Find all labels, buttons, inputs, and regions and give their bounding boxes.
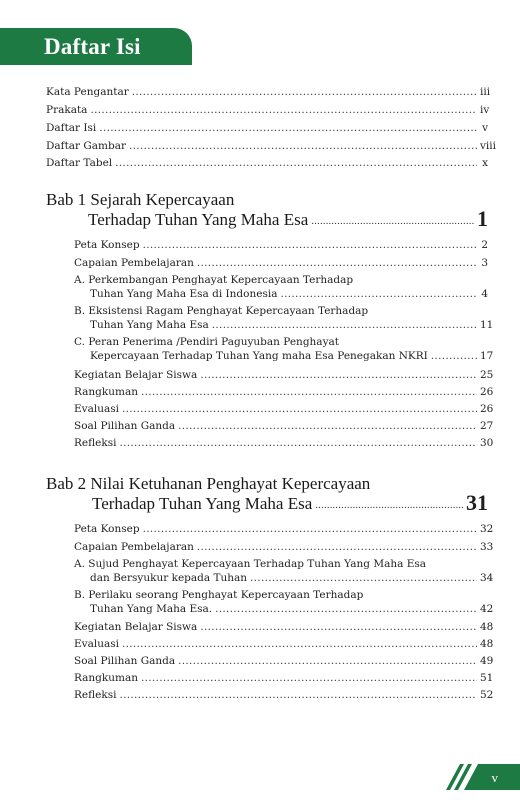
toc-entry-ch1-a-line1: A. Perkembangan Penghayat Kepercayaan Terhadap (74, 274, 354, 286)
toc-entry-ch2-a-line1: A. Sujud Penghayat Kepercayaan Terhadap Tuhan Yang Maha Esa (74, 558, 427, 570)
page-number: v (491, 770, 498, 785)
toc-entry-ch2-evaluasi[interactable]: Evaluasi ..... 48 (74, 638, 488, 651)
toc-entry-ch2-peta-konsep[interactable]: Peta Konsep ..... 32 (74, 523, 488, 536)
toc-entry-ch1-rangkuman[interactable]: Rangkuman ..... 26 (74, 386, 488, 399)
toc-entry-ch2-b[interactable]: Tuhan Yang Maha Esa. ..... 42 (90, 603, 488, 616)
chapter-1-title: Bab 1 Sejarah Kepercayaan (46, 190, 235, 209)
toc-entry-ch1-b-line1: B. Eksistensi Ragam Penghayat Kepercayaan Terhadap (74, 305, 369, 317)
footer-stripe-decoration (440, 764, 520, 790)
page-title: Daftar Isi (44, 34, 141, 59)
toc-entry-ch1-c[interactable]: Kepercayaan Terhadap Tuhan Yang maha Esa Penegakan NKRI ..... 17 (90, 350, 488, 363)
toc-entry-ch1-capaian[interactable]: Capaian Pembelajaran ..... 3 (74, 257, 488, 270)
toc-entry-daftar-gambar[interactable]: Daftar Gambar ..... viii (46, 140, 488, 153)
chapter-2-title: Bab 2 Nilai Ketuhanan Penghayat Kepercayaan (46, 474, 371, 493)
toc-entry-ch2-rangkuman[interactable]: Rangkuman ..... 51 (74, 672, 488, 685)
toc-entry-ch2-refleksi[interactable]: Refleksi ..... 52 (74, 689, 488, 702)
toc-entry-daftar-tabel[interactable]: Daftar Tabel ..... x (46, 157, 488, 170)
toc-entry-ch2-a[interactable]: dan Bersyukur kepada Tuhan ..... 34 (90, 572, 488, 585)
toc-entry-daftar-isi[interactable]: Daftar Isi ..... v (46, 122, 488, 135)
toc-entry-ch1-peta-konsep[interactable]: Peta Konsep ..... 2 (74, 239, 488, 252)
toc-entry-ch2-capaian[interactable]: Capaian Pembelajaran ..... 33 (74, 541, 488, 554)
chapter-1-heading[interactable]: Terhadap Tuhan Yang Maha Esa ..... 1 (88, 208, 488, 230)
toc-entry-ch1-a[interactable]: Tuhan Yang Maha Esa di Indonesia ..... 4 (90, 288, 488, 301)
toc-entry-ch1-b[interactable]: Tuhan Yang Maha Esa ..... 11 (90, 319, 488, 332)
toc-entry-ch2-kegiatan[interactable]: Kegiatan Belajar Siswa ..... 48 (74, 621, 488, 634)
toc-entry-ch1-evaluasi[interactable]: Evaluasi ..... 26 (74, 403, 488, 416)
toc-entry-prakata[interactable]: Prakata ..... iv (46, 104, 488, 117)
toc-entry-ch1-c-line1: C. Peran Penerima /Pendiri Paguyuban Penghayat (74, 336, 339, 348)
toc-entry-ch2-soal[interactable]: Soal Pilihan Ganda ..... 49 (74, 655, 488, 668)
toc-entry-ch1-refleksi[interactable]: Refleksi ..... 30 (74, 437, 488, 450)
toc-entry-ch2-b-line1: B. Perilaku seorang Penghayat Kepercayaan Terhadap (74, 589, 364, 601)
toc-entry-ch1-soal[interactable]: Soal Pilihan Ganda ..... 27 (74, 420, 488, 433)
toc-entry-ch1-kegiatan[interactable]: Kegiatan Belajar Siswa ..... 25 (74, 369, 488, 382)
toc-entry-kata-pengantar[interactable]: Kata Pengantar ..... iii (46, 86, 488, 99)
chapter-2-heading[interactable]: Terhadap Tuhan Yang Maha Esa ..... 31 (92, 492, 488, 514)
